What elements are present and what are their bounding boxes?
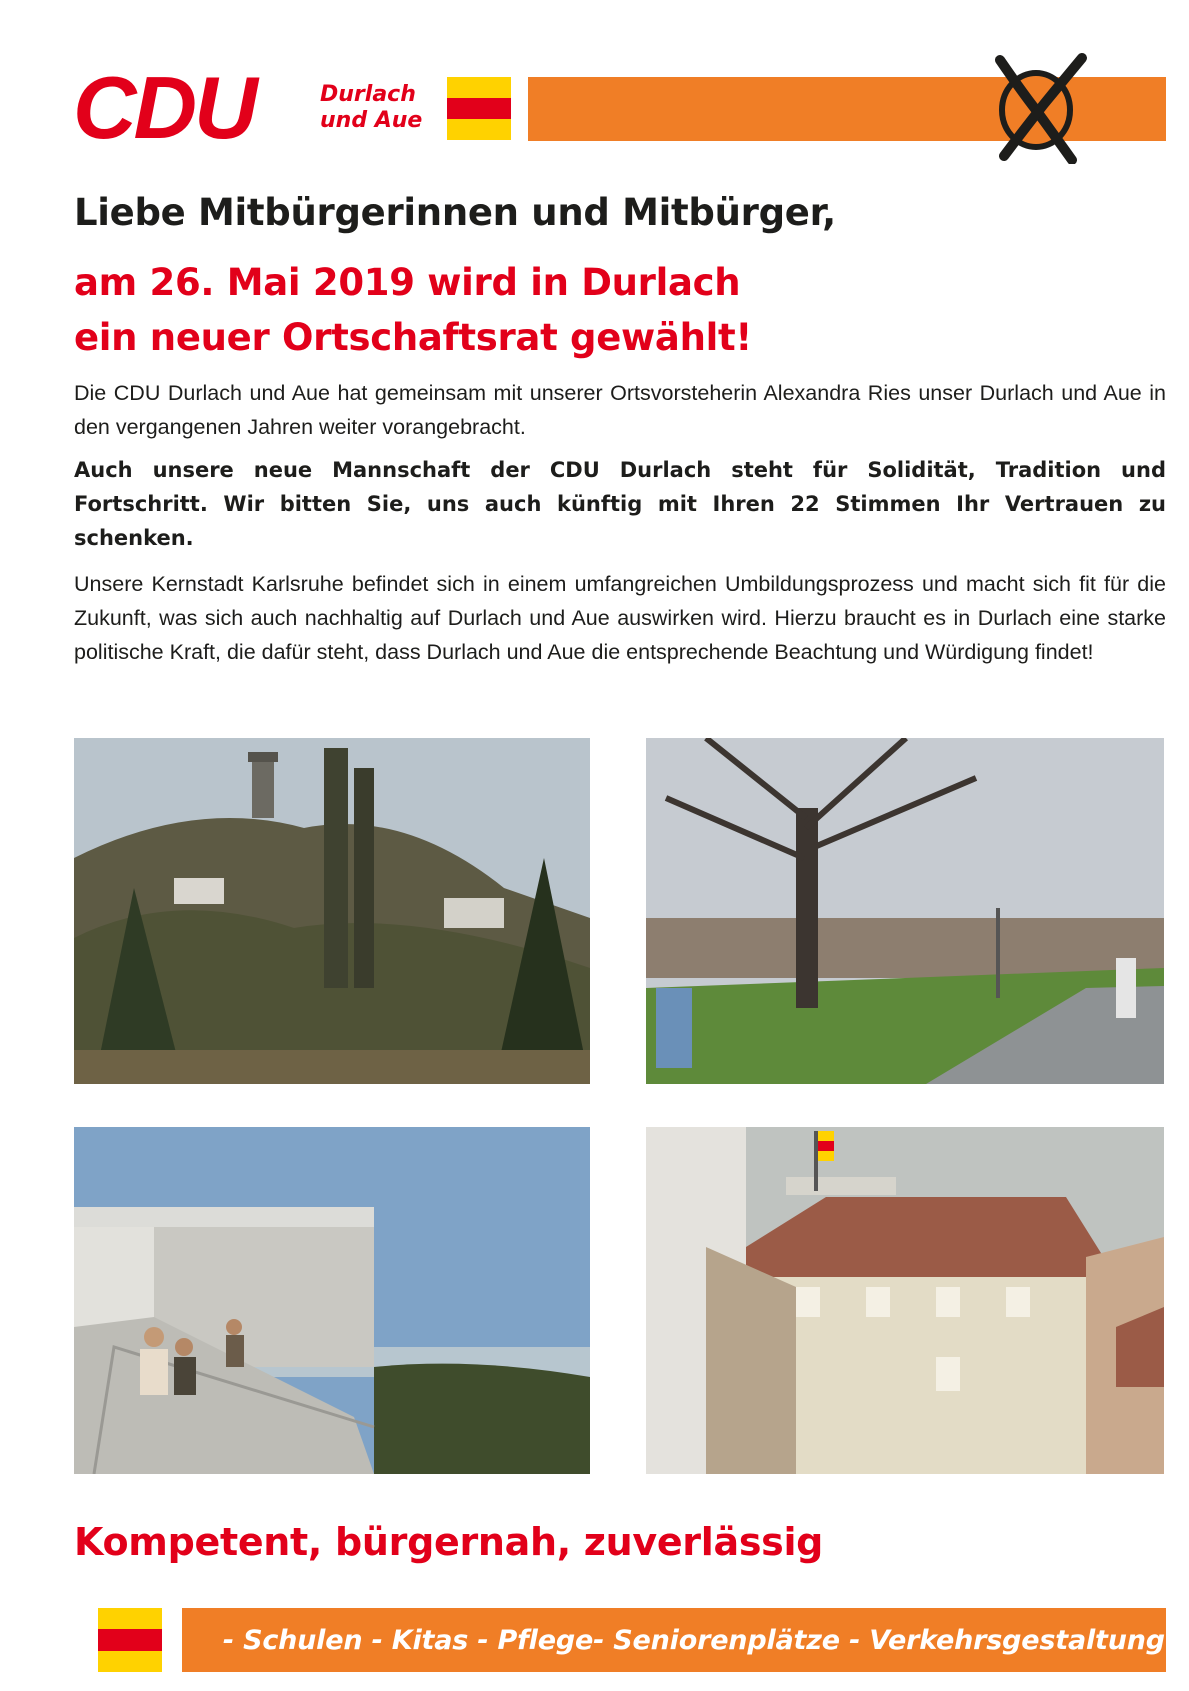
logo-subtitle — [320, 82, 422, 134]
logo-subtitle-line2: und Aue — [320, 108, 423, 133]
headline-line1: am 26. Mai 2019 wird in Durlach — [74, 261, 741, 304]
greeting: Liebe Mitbürgerinnen und Mitbürger, — [74, 191, 836, 234]
town-hall-photo — [646, 1127, 1164, 1474]
paragraph-intro: Die CDU Durlach und Aue hat gemeinsam mit unserer Ortsvorsteherin Alexandra Ries unser Durlach und Aue in den vergangenen Jahren weiter vorangebracht. — [74, 381, 1166, 439]
paragraph-karlsruhe: Unsere Kernstadt Karlsruhe befindet sich in einem umfangreichen Umbildungsprozess und macht sich fit für die Zukunft, was sich auch nachhaltig auf Durlach und Aue auswirken wird. Hierzu braucht es in Durlach eine starke politische Kraft, die dafür steht, dass Durlach und Aue die entsprechende Beachtung und Würdigung findet! — [74, 572, 1166, 664]
paragraph-team: Auch unsere neue Mannschaft der CDU Durlach steht für Solidität, Tradition und Fortschritt. Wir bitten Sie, uns auch künftig mit Ihren 22 Stimmen Ihr Vertrauen zu schenken. — [74, 458, 1166, 550]
slogan: Kompetent, bürgernah, zuverlässig — [74, 1520, 824, 1564]
footer-topics: - Schulen - Kitas - Pflege- Seniorenplätze - Verkehrsgestaltung - — [222, 1624, 1186, 1656]
ballot-cross-icon — [982, 52, 1090, 164]
cdu-logo: CDU — [73, 58, 255, 157]
footer-topics-bar — [182, 1608, 1186, 1672]
baden-flag-icon — [98, 1608, 162, 1672]
hillside-tower-photo — [74, 738, 590, 1084]
headline — [74, 255, 752, 365]
logo-subtitle-line1: Durlach — [320, 82, 416, 107]
tree-lined-path-photo — [646, 738, 1164, 1084]
baden-flag-icon — [447, 77, 511, 140]
tribune-view-photo — [74, 1127, 590, 1474]
headline-line2: ein neuer Ortschaftsrat gewählt! — [74, 316, 752, 359]
